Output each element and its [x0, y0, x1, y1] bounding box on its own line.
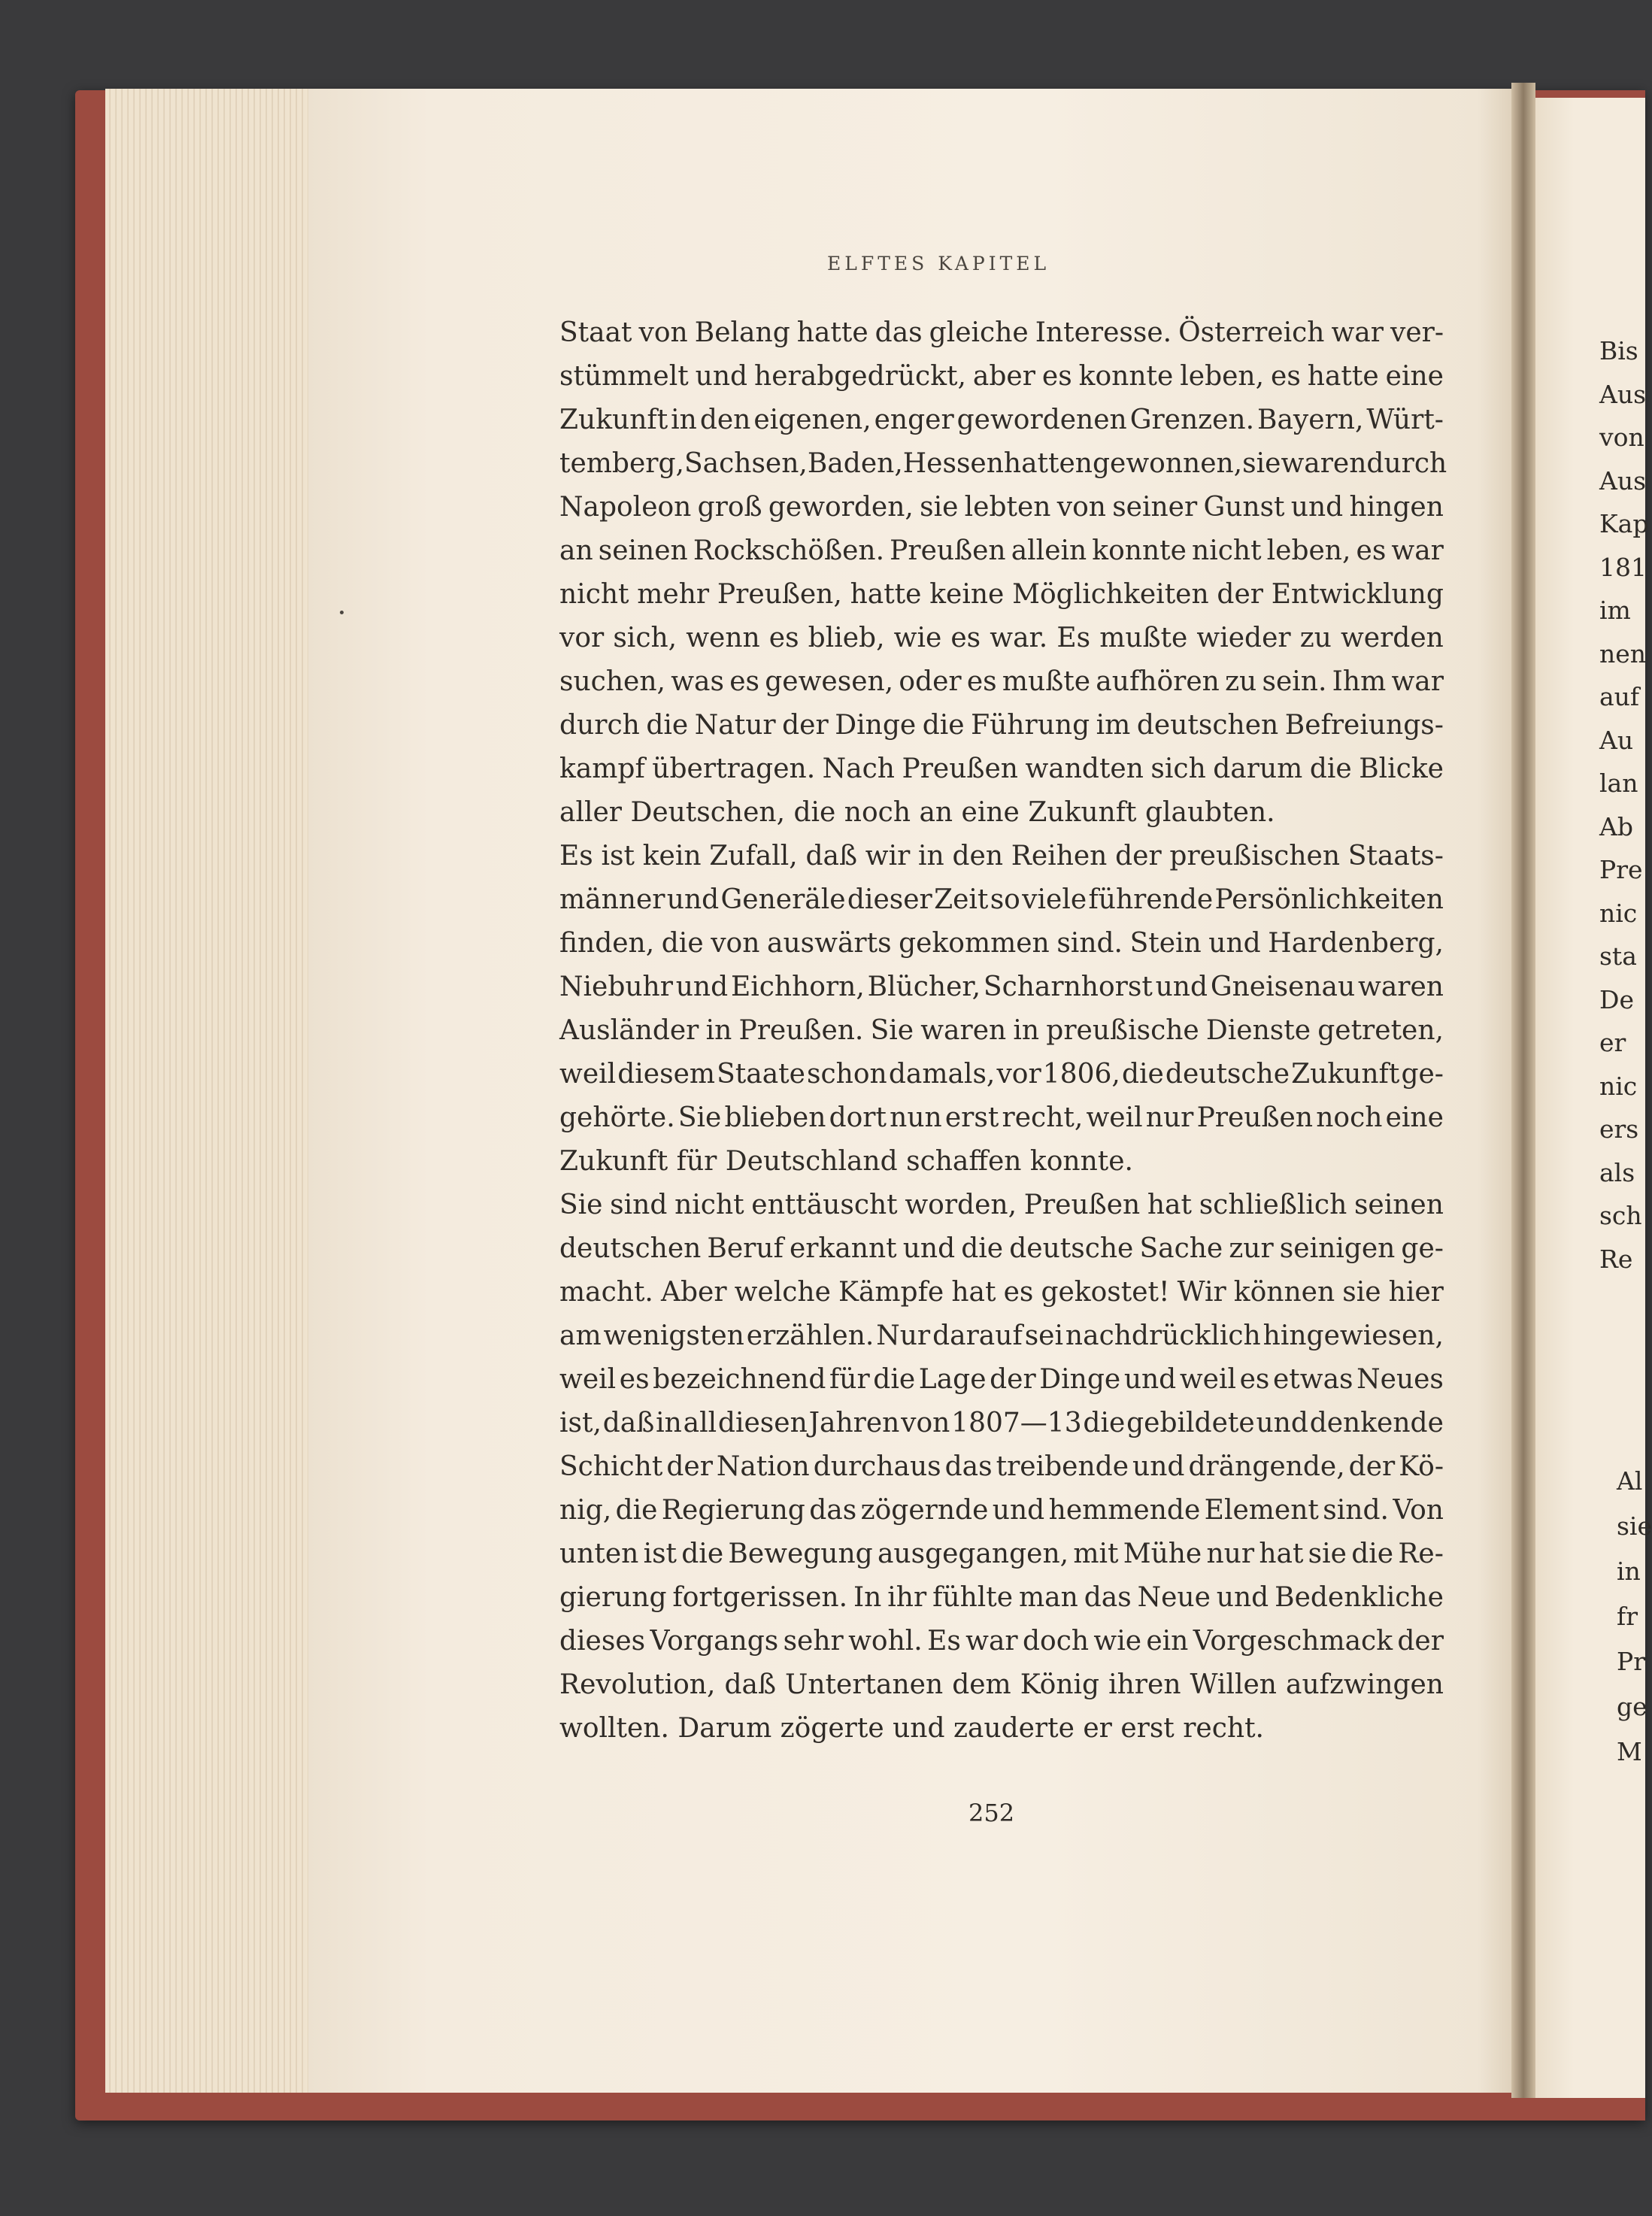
fragment-line: in: [1617, 1557, 1641, 1586]
text-line: suchen, was es gewesen, oder es mußte aufhören zu sein. Ihm war: [559, 666, 1444, 697]
next-page-text-top: [1599, 329, 1648, 1281]
text-line: am wenigsten erzählen. Nur darauf sei nachdrücklich hingewiesen,: [559, 1320, 1444, 1351]
fragment-line: Au: [1599, 725, 1634, 755]
text-line: aller Deutschen, die noch an eine Zukunft glaubten.: [559, 797, 1275, 828]
margin-mark: [340, 611, 344, 614]
fragment-line: nen: [1599, 638, 1647, 668]
body-text: [559, 311, 1447, 1751]
text-line: Niebuhr und Eichhorn, Blücher, Scharnhorst und Gneisenau waren: [559, 972, 1444, 1002]
fragment-line: auf: [1599, 682, 1640, 711]
page-number: 252: [968, 1799, 1015, 1827]
fragment-line: Kap: [1599, 509, 1649, 538]
text-line: Schicht der Nation durchaus das treibende und drängende, der Kö-: [559, 1451, 1444, 1482]
fragment-line: Aus: [1599, 379, 1647, 409]
fragment-line: Aus: [1599, 465, 1647, 496]
text-line: unten ist die Bewegung ausgegangen, mit Mühe nur hat sie die Re-: [559, 1538, 1444, 1569]
text-line: Zukunft für Deutschland schaffen konnte.: [559, 1146, 1133, 1177]
text-line: Es ist kein Zufall, daß wir in den Reihen der preußischen Staats-: [559, 841, 1444, 872]
running-head: ELFTES KAPITEL: [827, 253, 1050, 274]
next-page-text-bottom: [1617, 1459, 1652, 1775]
fragment-line: im: [1599, 596, 1631, 625]
fragment-line: ge: [1617, 1692, 1647, 1721]
fragment-line: sch: [1599, 1201, 1642, 1230]
text-line: macht. Aber welche Kämpfe hat es gekostet! Wir können sie hier: [559, 1277, 1444, 1308]
fragment-line: Ab: [1599, 811, 1633, 841]
fragment-line: von: [1599, 423, 1644, 452]
fragment-line: er: [1599, 1028, 1626, 1057]
fragment-line: Bis: [1599, 336, 1638, 365]
fragment-line: Al: [1617, 1466, 1643, 1496]
fragment-line: fr: [1617, 1602, 1638, 1631]
text-line: weil diesem Staate schon damals, vor 1806, die deutsche Zukunft ge-: [559, 1059, 1444, 1090]
fragment-line: sta: [1599, 941, 1637, 971]
text-line: finden, die von auswärts gekommen sind. Stein und Hardenberg,: [559, 928, 1444, 959]
text-line: Ausländer in Preußen. Sie waren in preußische Dienste getreten,: [559, 1015, 1444, 1046]
text-line: ist, daß in all diesen Jahren von 1807—13 die gebildete und denkende: [559, 1408, 1444, 1438]
fragment-line: nic: [1599, 1071, 1638, 1101]
text-line: Staat von Belang hatte das gleiche Interesse. Österreich war ver-: [559, 317, 1444, 348]
fragment-line: 181: [1599, 552, 1647, 582]
page-edges: [105, 89, 317, 2093]
text-line: temberg, Sachsen, Baden, Hessen hatten gewonnen, sie waren durch: [559, 448, 1447, 479]
text-line: kampf übertragen. Nach Preußen wandten sich darum die Blicke: [559, 753, 1444, 784]
fragment-line: De: [1599, 984, 1634, 1014]
text-line: gierung fortgerissen. In ihr fühlte man das Neue und Bedenkliche: [559, 1582, 1444, 1613]
text-line: stümmelt und herabgedrückt, aber es konnte leben, es hatte eine: [559, 361, 1444, 392]
fragment-line: lan: [1599, 768, 1638, 798]
text-line: durch die Natur der Dinge die Führung im deutschen Befreiungs-: [559, 710, 1444, 741]
text-line: dieses Vorgangs sehr wohl. Es war doch wie ein Vorgeschmack der: [559, 1626, 1444, 1657]
book-gutter: [1511, 83, 1535, 2098]
text-line: Napoleon groß geworden, sie lebten von seiner Gunst und hingen: [559, 492, 1444, 523]
fragment-line: Pre: [1599, 855, 1643, 884]
text-line: Revolution, daß Untertanen dem König ihren Willen aufzwingen: [559, 1669, 1444, 1700]
fragment-line: Pr: [1617, 1647, 1645, 1676]
fragment-line: ers: [1599, 1114, 1639, 1144]
text-line: an seinen Rockschößen. Preußen allein konnte nicht leben, es war: [559, 535, 1444, 566]
fragment-line: Re: [1599, 1244, 1633, 1274]
text-line: nig, die Regierung das zögernde und hemmende Element sind. Von: [559, 1495, 1444, 1526]
text-line: Sie sind nicht enttäuscht worden, Preußen hat schließlich seinen: [559, 1190, 1444, 1220]
text-line: nicht mehr Preußen, hatte keine Möglichkeiten der Entwicklung: [559, 579, 1444, 610]
text-line: weil es bezeichnend für die Lage der Dinge und weil es etwas Neues: [559, 1364, 1444, 1395]
text-line: gehörte. Sie blieben dort nun erst recht, weil nur Preußen noch eine: [559, 1102, 1444, 1133]
text-line: wollten. Darum zögerte und zauderte er erst recht.: [559, 1713, 1264, 1744]
text-line: deutschen Beruf erkannt und die deutsche Sache zur seinigen ge-: [559, 1233, 1444, 1264]
text-line: männer und Generäle dieser Zeit so viele führende Persönlichkeiten: [559, 884, 1444, 915]
fragment-line: M: [1617, 1737, 1642, 1766]
fragment-line: sie: [1617, 1511, 1652, 1541]
fragment-line: als: [1599, 1157, 1635, 1187]
text-line: vor sich, wenn es blieb, wie es war. Es mußte wieder zu werden: [559, 623, 1444, 653]
fragment-line: nic: [1599, 898, 1638, 928]
text-line: Zukunft in den eigenen, enger gewordenen Grenzen. Bayern, Würt-: [559, 405, 1444, 435]
